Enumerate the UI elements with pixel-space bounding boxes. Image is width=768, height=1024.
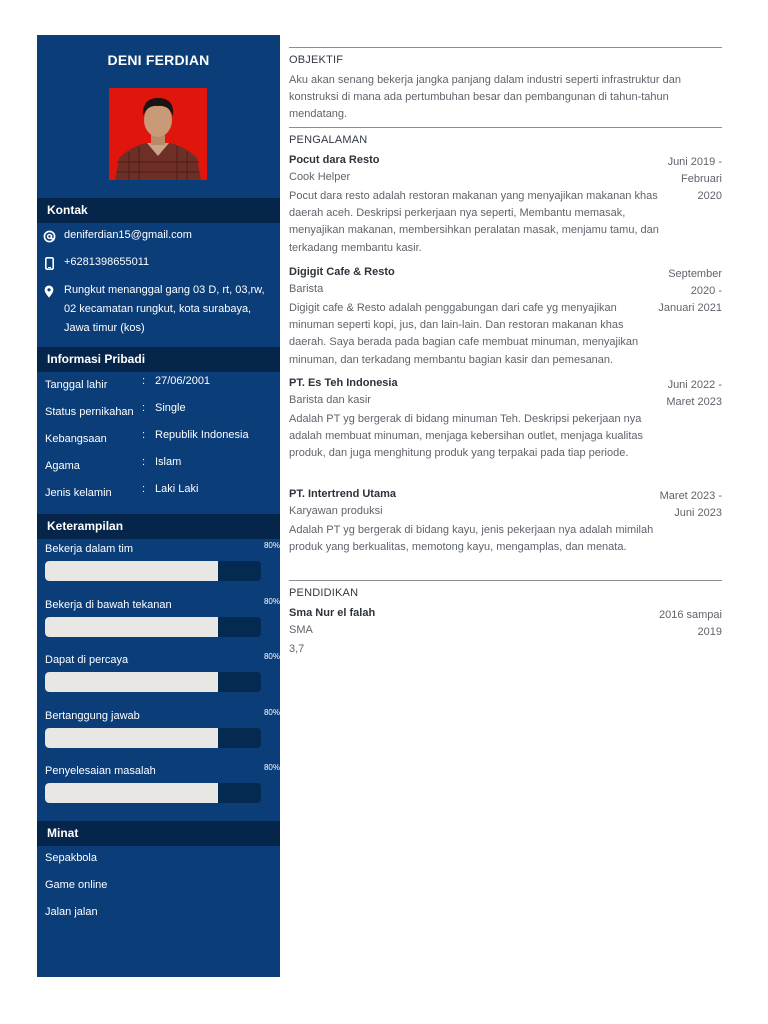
sidebar	[37, 35, 280, 977]
skills-heading: Keterampilan	[37, 514, 280, 539]
at-icon	[42, 229, 56, 243]
skill-bar	[45, 617, 261, 637]
job-role: Barista dan kasir	[289, 394, 371, 406]
education-school: Sma Nur el falah	[289, 607, 376, 619]
info-row-nationality: Kebangsaan : Republik Indonesia	[45, 429, 249, 445]
skill-percent: 80%	[263, 763, 280, 772]
skill-name: Bekerja dalam tim	[45, 543, 134, 555]
interest-item: Game online	[45, 879, 108, 891]
skill-name: Bekerja di bawah tekanan	[45, 599, 172, 611]
skill-percent: 80%	[263, 541, 280, 550]
info-label: Tanggal lahir	[45, 379, 108, 391]
info-row-gender: Jenis kelamin : Laki Laki	[45, 483, 199, 499]
interest-item: Sepakbola	[45, 852, 97, 864]
contact-email[interactable]: deniferdian15@gmail.com	[64, 229, 192, 241]
education-level: SMA	[289, 624, 313, 636]
skill-bar-fill	[45, 783, 218, 803]
interests-heading: Minat	[37, 821, 280, 846]
skill-percent: 80%	[263, 652, 280, 661]
skill-bar	[45, 783, 261, 803]
skill-percent: 80%	[263, 708, 280, 717]
objective-text: Aku akan senang bekerja jangka panjang dalam industri seperti infrastruktur dan konstruksi di mana ada pertumbuhan besar dan pembangunan di tahun-tahun mendatang.	[289, 74, 681, 121]
info-value: Single	[155, 402, 186, 414]
phone-icon	[42, 256, 56, 270]
skill-name: Penyelesaian masalah	[45, 765, 156, 777]
job-date: September 2020 - Januari 2021	[658, 268, 722, 315]
profile-name: DENI FERDIAN	[107, 52, 210, 68]
divider	[289, 127, 722, 128]
job-description: Adalah PT yg bergerak di bidang kayu, jenis pekerjaan nya adalah mimilah produk yang berkualitas, memotong kayu, mengamplas, dan menata.	[289, 524, 654, 554]
divider	[289, 47, 722, 48]
job-date: Juni 2019 - Februari 2020	[667, 156, 722, 203]
education-gpa: 3,7	[289, 643, 305, 655]
info-label: Agama	[45, 460, 80, 472]
info-label: Status pernikahan	[45, 406, 134, 418]
interest-item: Jalan jalan	[45, 906, 98, 918]
profile-photo	[109, 88, 207, 180]
info-row-birthdate: Tanggal lahir : 27/06/2001	[45, 375, 211, 391]
info-row-marital-status: Status pernikahan : Single	[45, 402, 186, 418]
contact-phone[interactable]: +6281398655011	[64, 256, 150, 268]
skill-bar-fill	[45, 672, 218, 692]
info-value: Islam	[155, 456, 182, 468]
contact-address: Rungkut menanggal gang 03 D, rt, 03,rw, 02 kecamatan rungkut, kota surabaya, Jawa timur (kos)	[64, 284, 265, 334]
job-date: Maret 2023 - Juni 2023	[659, 490, 722, 520]
info-row-religion: Agama : Islam	[45, 456, 182, 472]
job-company: Digigit Cafe & Resto	[289, 266, 395, 278]
objective-heading: OBJEKTIF	[289, 54, 344, 66]
job-date: Juni 2022 - Maret 2023	[666, 379, 722, 409]
job-company: PT. Intertrend Utama	[289, 488, 396, 500]
skill-bar	[45, 672, 261, 692]
location-pin-icon	[42, 284, 56, 298]
skill-bar-fill	[45, 617, 218, 637]
skill-name: Bertanggung jawab	[45, 710, 140, 722]
skill-percent: 80%	[263, 597, 280, 606]
job-role: Karyawan produksi	[289, 505, 383, 517]
info-value: 27/06/2001	[155, 375, 211, 387]
personal-heading: Informasi Pribadi	[37, 347, 280, 372]
info-label: Jenis kelamin	[45, 487, 112, 499]
contact-heading: Kontak	[37, 198, 280, 223]
skill-bar-fill	[45, 728, 218, 748]
skill-name: Dapat di percaya	[45, 654, 129, 666]
job-role: Barista	[289, 283, 324, 295]
experience-heading: PENGALAMAN	[289, 134, 368, 146]
job-description: Digigit cafe & Resto adalah penggabungan dari cafe yg menyajikan minuman seperti kopi, jus, dan lain-lain. Dan restoran makanan khas daerah. Saya berada pada bagian cafe membuat minuman, menyajikan minuman, dan terkadang membantu bagian kasir dan pemesanan.	[289, 302, 639, 366]
info-label: Kebangsaan	[45, 433, 107, 445]
job-role: Cook Helper	[289, 171, 351, 183]
job-company: Pocut dara Resto	[289, 154, 380, 166]
info-value: Republik Indonesia	[155, 429, 249, 441]
education-heading: PENDIDIKAN	[289, 587, 359, 599]
job-description: Adalah PT yg bergerak di bidang minuman Teh. Deskripsi pekerjaan nya adalah membuat minuman, menjaga kebersihan outlet, menjaga kualitas produk, dan juga menghitung produk yang terpakai pada tiap periode.	[289, 413, 644, 460]
skill-bar	[45, 728, 261, 748]
info-value: Laki Laki	[155, 483, 199, 495]
skill-bar-fill	[45, 561, 218, 581]
education-date: 2016 sampai 2019	[659, 609, 722, 639]
job-company: PT. Es Teh Indonesia	[289, 377, 398, 389]
job-description: Pocut dara resto adalah restoran makanan yang menyajikan makanan khas daerah aceh. Deskripsi perkerjaan nya seperti, Membantu memasak, menyajikan makanan, membersihkan peralatan masak, menjamu tamu, dan terkadang membantu kasir.	[289, 190, 659, 254]
skill-bar	[45, 561, 261, 581]
divider	[289, 580, 722, 581]
